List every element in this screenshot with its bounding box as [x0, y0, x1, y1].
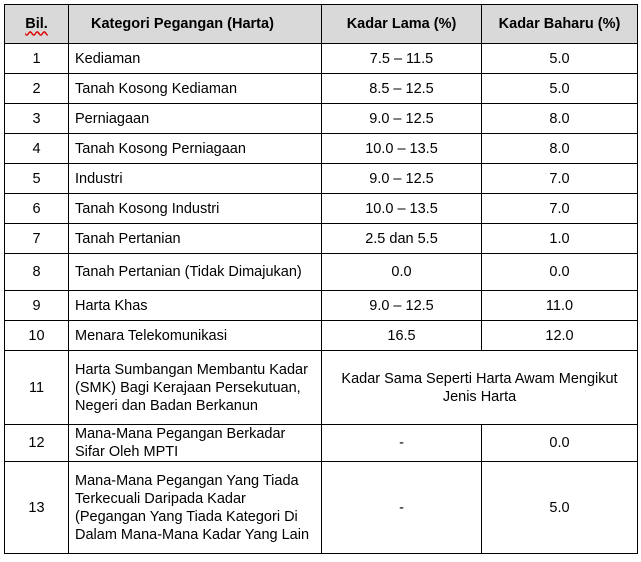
row-new-rate: 12.0 [482, 321, 638, 351]
table-row [5, 321, 638, 351]
row-new-rate: 11.0 [482, 291, 638, 321]
row-category: Mana-Mana Pegangan Yang Tiada Terkecuali Daripada Kadar (Pegangan Yang Tiada Kategori Di Dalam Mana-Mana Kadar Yang Lain [69, 462, 322, 554]
row-category: Harta Sumbangan Membantu Kadar (SMK) Bagi Kerajaan Persekutuan, Negeri dan Badan Berkanun [69, 351, 322, 425]
row-old-rate: 0.0 [322, 254, 482, 291]
row-old-rate: 10.0 – 13.5 [322, 194, 482, 224]
row-category: Industri [69, 164, 322, 194]
row-number: 4 [5, 134, 69, 164]
row-old-rate: 8.5 – 12.5 [322, 74, 482, 104]
row-number: 7 [5, 224, 69, 254]
row-number: 3 [5, 104, 69, 134]
row-old-rate: 10.0 – 13.5 [322, 134, 482, 164]
tax-rate-table [4, 4, 638, 554]
row-new-rate: 0.0 [482, 425, 638, 462]
table-row [5, 462, 638, 554]
row-category: Mana-Mana Pegangan Berkadar Sifar Oleh MPTI [69, 425, 322, 462]
table-row [5, 44, 638, 74]
row-new-rate: 7.0 [482, 194, 638, 224]
row-new-rate: 1.0 [482, 224, 638, 254]
row-category: Perniagaan [69, 104, 322, 134]
row-number: 11 [5, 351, 69, 425]
row-new-rate: 0.0 [482, 254, 638, 291]
table-row [5, 351, 638, 425]
row-category: Tanah Kosong Industri [69, 194, 322, 224]
row-new-rate: 5.0 [482, 44, 638, 74]
header-kadar-baharu: Kadar Baharu (%) [482, 5, 638, 44]
row-new-rate: 8.0 [482, 134, 638, 164]
row-number: 1 [5, 44, 69, 74]
row-old-rate: - [322, 425, 482, 462]
table-row [5, 164, 638, 194]
row-old-rate: 9.0 – 12.5 [322, 104, 482, 134]
row-number: 2 [5, 74, 69, 104]
table-row [5, 194, 638, 224]
row-old-rate: 2.5 dan 5.5 [322, 224, 482, 254]
header-kadar-lama: Kadar Lama (%) [322, 5, 482, 44]
table-row [5, 254, 638, 291]
row-new-rate: 5.0 [482, 74, 638, 104]
row-category: Tanah Pertanian [69, 224, 322, 254]
row-number: 12 [5, 425, 69, 462]
table-row [5, 134, 638, 164]
row-number: 10 [5, 321, 69, 351]
row-new-rate: 5.0 [482, 462, 638, 554]
row-number: 13 [5, 462, 69, 554]
row-old-rate: 9.0 – 12.5 [322, 291, 482, 321]
row-category: Harta Khas [69, 291, 322, 321]
row-category: Tanah Kosong Perniagaan [69, 134, 322, 164]
row-new-rate: 7.0 [482, 164, 638, 194]
table-row [5, 74, 638, 104]
row-number: 5 [5, 164, 69, 194]
row-number: 8 [5, 254, 69, 291]
row-old-rate: 7.5 – 11.5 [322, 44, 482, 74]
row-number: 9 [5, 291, 69, 321]
table-header-row [5, 5, 638, 44]
row-category: Kediaman [69, 44, 322, 74]
row-old-rate: 16.5 [322, 321, 482, 351]
row-old-rate: - [322, 462, 482, 554]
table-row [5, 224, 638, 254]
row-merged-rate: Kadar Sama Seperti Harta Awam Mengikut Jenis Harta [322, 351, 638, 425]
row-number: 6 [5, 194, 69, 224]
row-category: Tanah Kosong Kediaman [69, 74, 322, 104]
header-kategori: Kategori Pegangan (Harta) [69, 5, 322, 44]
row-category: Menara Telekomunikasi [69, 321, 322, 351]
row-new-rate: 8.0 [482, 104, 638, 134]
row-category: Tanah Pertanian (Tidak Dimajukan) [69, 254, 322, 291]
table-row [5, 425, 638, 462]
header-bil: Bil. [5, 5, 69, 44]
table-row [5, 104, 638, 134]
row-old-rate: 9.0 – 12.5 [322, 164, 482, 194]
table-row [5, 291, 638, 321]
